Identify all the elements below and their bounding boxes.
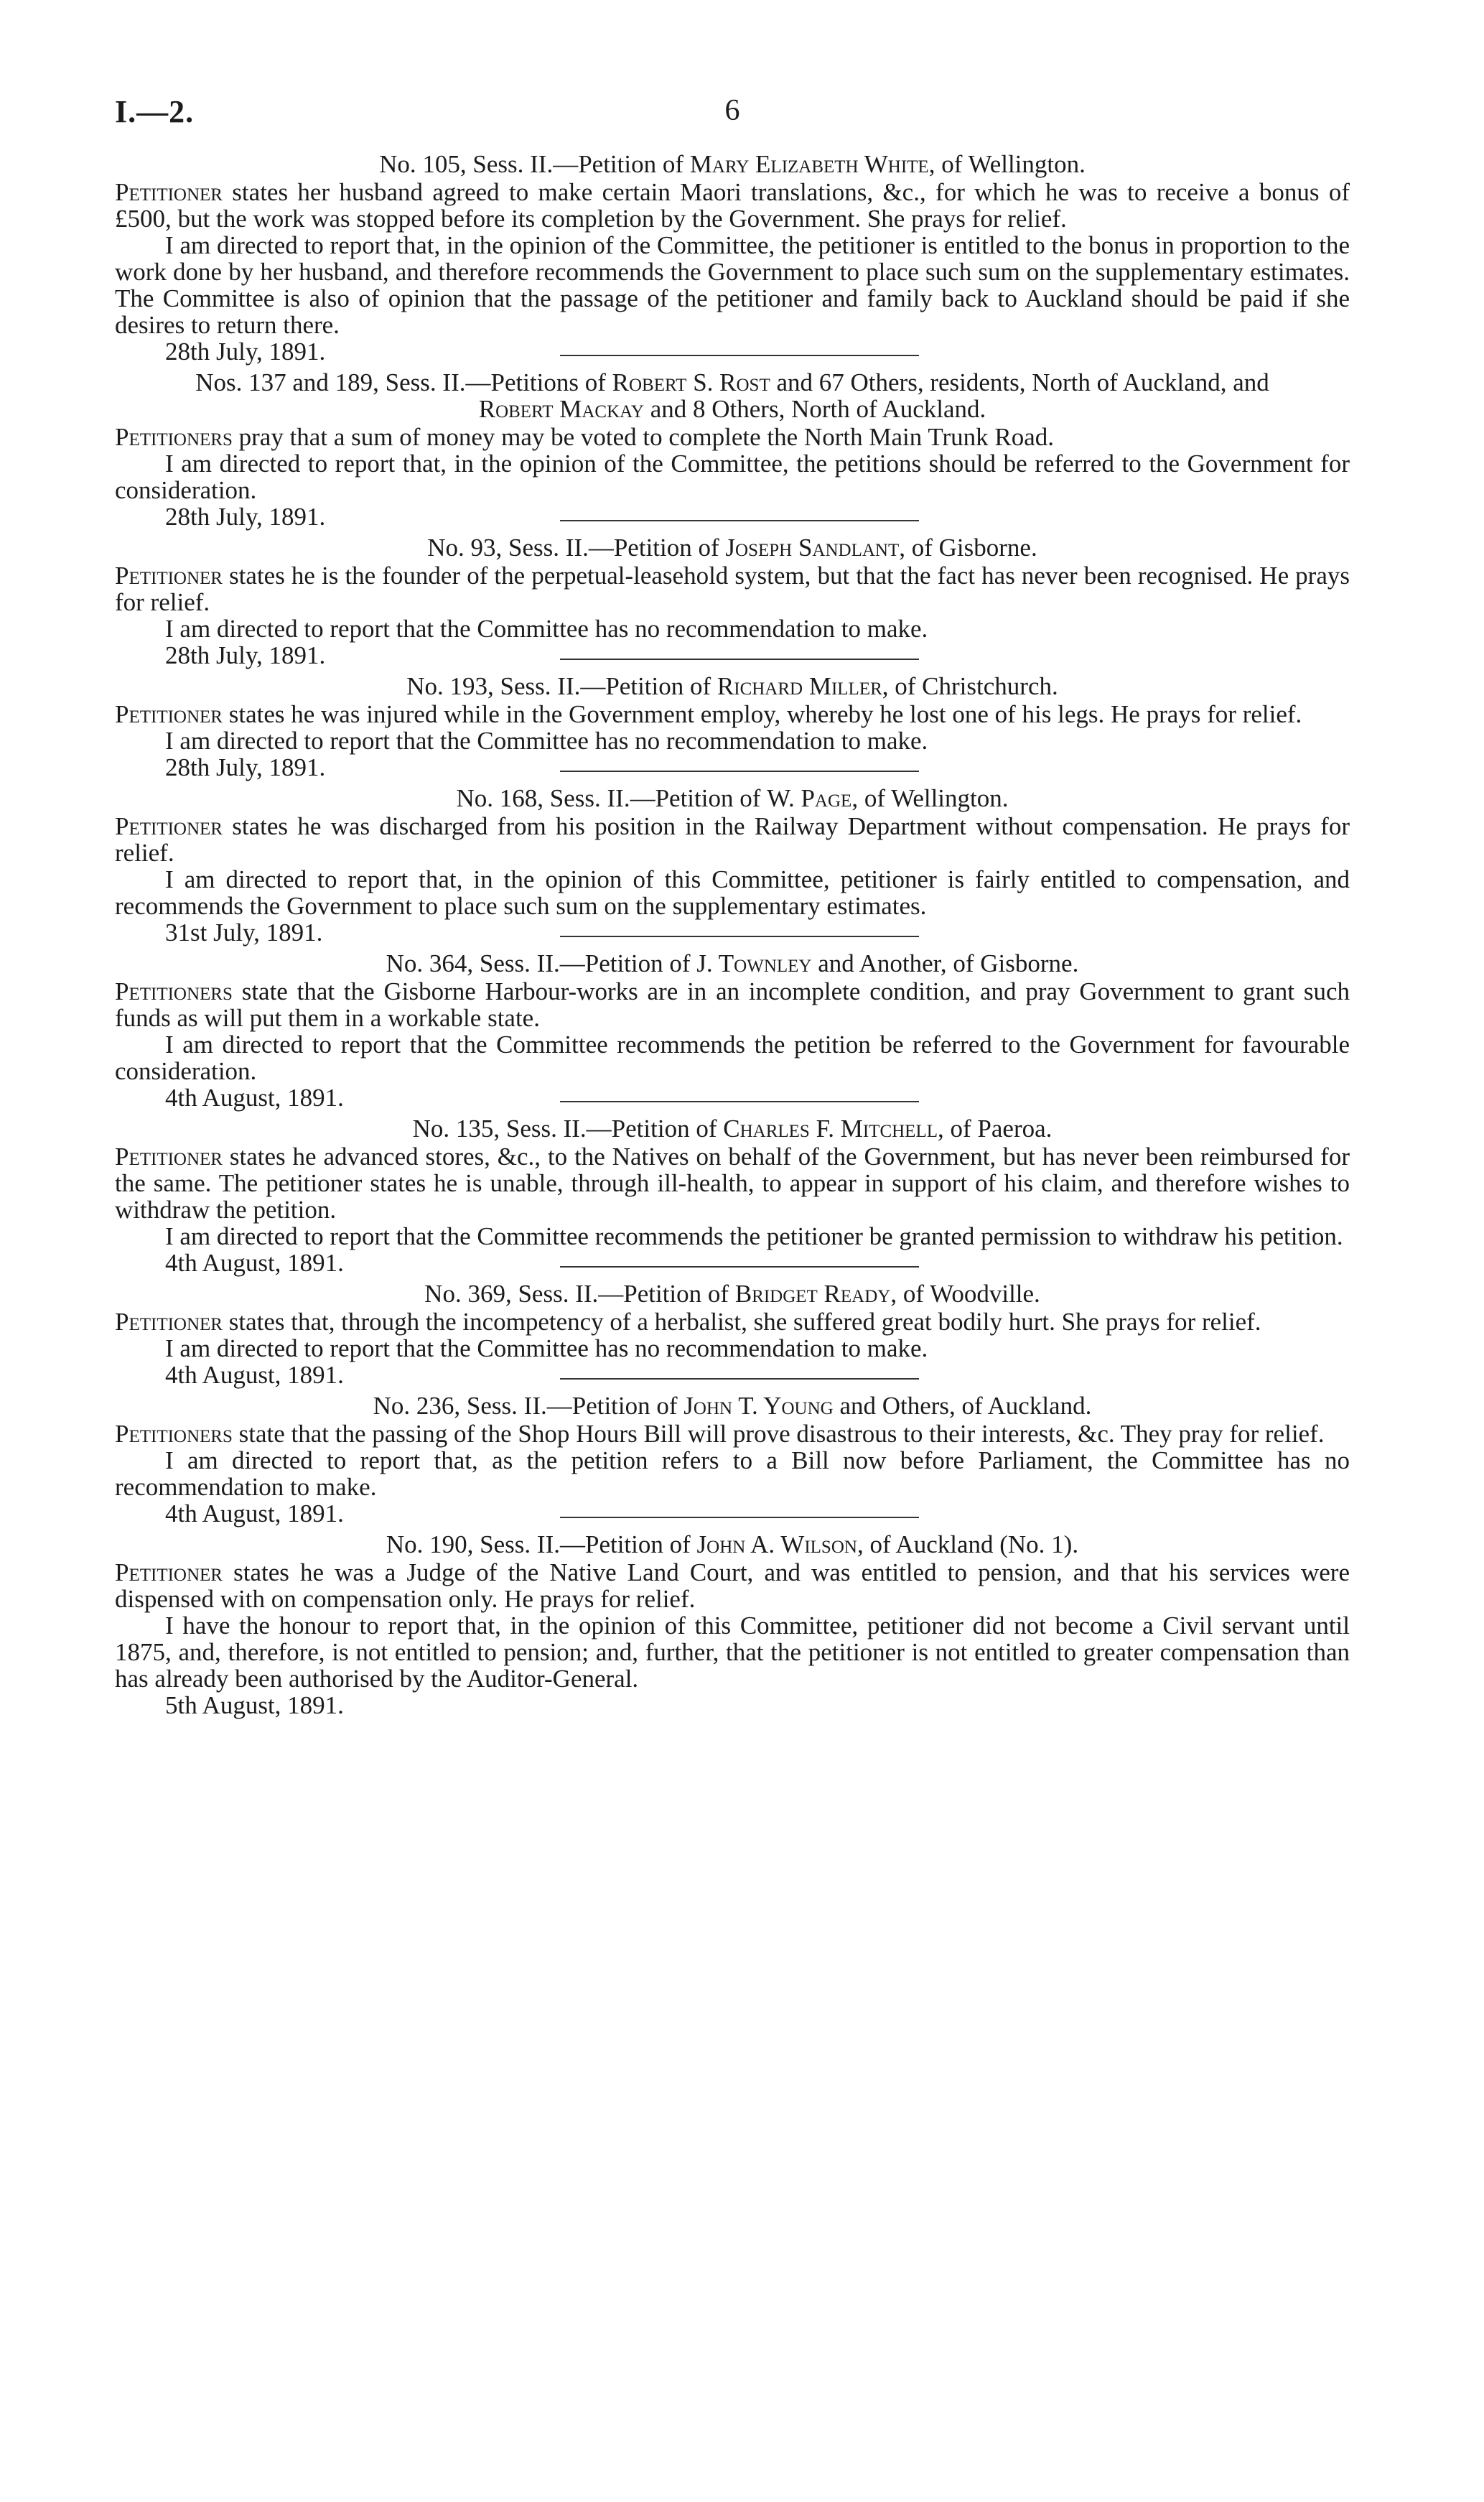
petition-statement: Petitioner states that, through the incompetency of a herbalist, she suffered great bodily hurt. She prays for relief.	[115, 1308, 1261, 1336]
petition-title: No. 190, Sess. II.—Petition of John A. Wilson, of Auckland (No. 1).	[386, 1530, 1079, 1558]
petition-statement: Petitioner states he was a Judge of the Native Land Court, and was entitled to pension, and that his services were dispensed with on compensation only. He prays for relief.	[115, 1558, 1350, 1613]
petition-entry	[115, 1280, 1350, 1389]
petition-title: No. 135, Sess. II.—Petition of Charles F. Mitchell, of Paeroa.	[412, 1115, 1053, 1143]
petition-entry	[115, 1115, 1350, 1277]
report-date: 28th July, 1891.	[165, 753, 326, 781]
section-divider	[560, 936, 919, 937]
petition-statement: Petitioner states he was discharged from his position in the Railway Department without compensation. He prays for relief.	[115, 812, 1350, 867]
committee-report: I am directed to report that the Committee has no recommendation to make.	[165, 615, 928, 643]
committee-report: I am directed to report that, in the opinion of this Committee, petitioner is fairly entitled to compensation, and recommends the Government to place such sum on the supplementary estimates.	[115, 865, 1350, 920]
report-date: 4th August, 1891.	[165, 1249, 344, 1277]
report-date: 4th August, 1891.	[165, 1499, 344, 1527]
report-date: 31st July, 1891.	[165, 919, 323, 947]
section-divider	[560, 771, 919, 772]
petition-entry	[115, 949, 1350, 1112]
petition-statement: Petitioners state that the passing of the Shop Hours Bill will prove disastrous to their interests, &c. They pray for relief.	[115, 1420, 1325, 1448]
section-divider	[560, 1101, 919, 1102]
petition-statement: Petitioner states he was injured while in the Government employ, whereby he lost one of his legs. He prays for relief.	[115, 700, 1302, 728]
petition-entry	[115, 1531, 1350, 1719]
petition-title: Nos. 137 and 189, Sess. II.—Petitions of Robert S. Rost and 67 Others, residents, North of Auckland, and Robert Mackay and 8 Others, North of Auckland.	[195, 368, 1269, 423]
section-divider	[560, 520, 919, 521]
committee-report: I am directed to report that the Committee has no recommendation to make.	[165, 727, 928, 755]
section-divider	[560, 659, 919, 660]
petition-title: No. 369, Sess. II.—Petition of Bridget Ready, of Woodville.	[424, 1280, 1040, 1308]
page-number: 6	[724, 94, 740, 127]
document-reference: I.—2.	[115, 94, 195, 129]
petitions-list	[115, 151, 1350, 1719]
section-divider	[560, 1517, 919, 1518]
committee-report: I am directed to report that the Committee recommends the petition be referred to the Government for favourable consideration.	[115, 1031, 1350, 1085]
petition-statement: Petitioner states he advanced stores, &c., to the Natives on behalf of the Government, but has never been reimbursed for the same. The petitioner states he is unable, through ill-health, to appear in support of his claim, and therefore wishes to withdraw the petition.	[115, 1143, 1350, 1224]
petition-statement: Petitioners state that the Gisborne Harbour-works are in an incomplete condition, and pray Government to grant such funds as will put them in a workable state.	[115, 977, 1350, 1032]
committee-report: I am directed to report that, in the opinion of the Committee, the petitioner is entitled to the bonus in proportion to the work done by her husband, and therefore recommends the Government to place such sum on the supplementary estimates. The Committee is also of opinion that the passage of the petitioner and family back to Auckland should be paid if she desires to return there.	[115, 231, 1350, 339]
report-date: 28th July, 1891.	[165, 641, 326, 669]
petition-entry	[115, 784, 1350, 947]
section-divider	[560, 355, 919, 356]
committee-report: I am directed to report that the Committee recommends the petitioner be granted permission to withdraw his petition.	[165, 1222, 1343, 1250]
section-divider	[560, 1266, 919, 1268]
committee-report: I am directed to report that, in the opinion of the Committee, the petitions should be referred to the Government for consideration.	[115, 450, 1350, 504]
petition-entry	[115, 368, 1350, 531]
petition-title: No. 236, Sess. II.—Petition of John T. Young and Others, of Auckland.	[373, 1392, 1092, 1420]
petition-entry	[115, 672, 1350, 781]
petition-entry	[115, 534, 1350, 669]
petition-entry	[115, 150, 1350, 366]
petition-title: No. 93, Sess. II.—Petition of Joseph Sandlant, of Gisborne.	[427, 534, 1037, 562]
petition-statement: Petitioner states her husband agreed to make certain Maori translations, &c., for which he was to receive a bonus of £500, but the work was stopped before its completion by the Government. She prays for relief.	[115, 178, 1350, 233]
petition-statement: Petitioner states he is the founder of the perpetual-leasehold system, but that the fact has never been recognised. He prays for relief.	[115, 562, 1350, 616]
petition-title: No. 193, Sess. II.—Petition of Richard Miller, of Christchurch.	[406, 672, 1058, 700]
report-date: 28th July, 1891.	[165, 338, 326, 366]
petition-entry	[115, 1392, 1350, 1527]
committee-report: I am directed to report that the Committee has no recommendation to make.	[165, 1334, 928, 1362]
committee-report: I have the honour to report that, in the opinion of this Committee, petitioner did not become a Civil servant until 1875, and, therefore, is not entitled to pension; and, further, that the petitioner is not entitled to greater compensation than has already been authorised by the Auditor-General.	[115, 1612, 1350, 1693]
petition-statement: Petitioners pray that a sum of money may be voted to complete the North Main Trunk Road.	[115, 423, 1055, 451]
report-date: 28th July, 1891.	[165, 503, 326, 531]
committee-report: I am directed to report that, as the petition refers to a Bill now before Parliament, the Committee has no recommendation to make.	[115, 1446, 1350, 1501]
petition-title: No. 105, Sess. II.—Petition of Mary Elizabeth White, of Wellington.	[379, 150, 1086, 178]
page-header	[115, 93, 1350, 136]
section-divider	[560, 1378, 919, 1380]
petition-title: No. 364, Sess. II.—Petition of J. Townley and Another, of Gisborne.	[386, 949, 1079, 977]
report-date: 5th August, 1891.	[165, 1691, 344, 1719]
report-date: 4th August, 1891.	[165, 1084, 344, 1112]
petition-title: No. 168, Sess. II.—Petition of W. Page, of Wellington.	[456, 784, 1009, 812]
report-date: 4th August, 1891.	[165, 1361, 344, 1389]
